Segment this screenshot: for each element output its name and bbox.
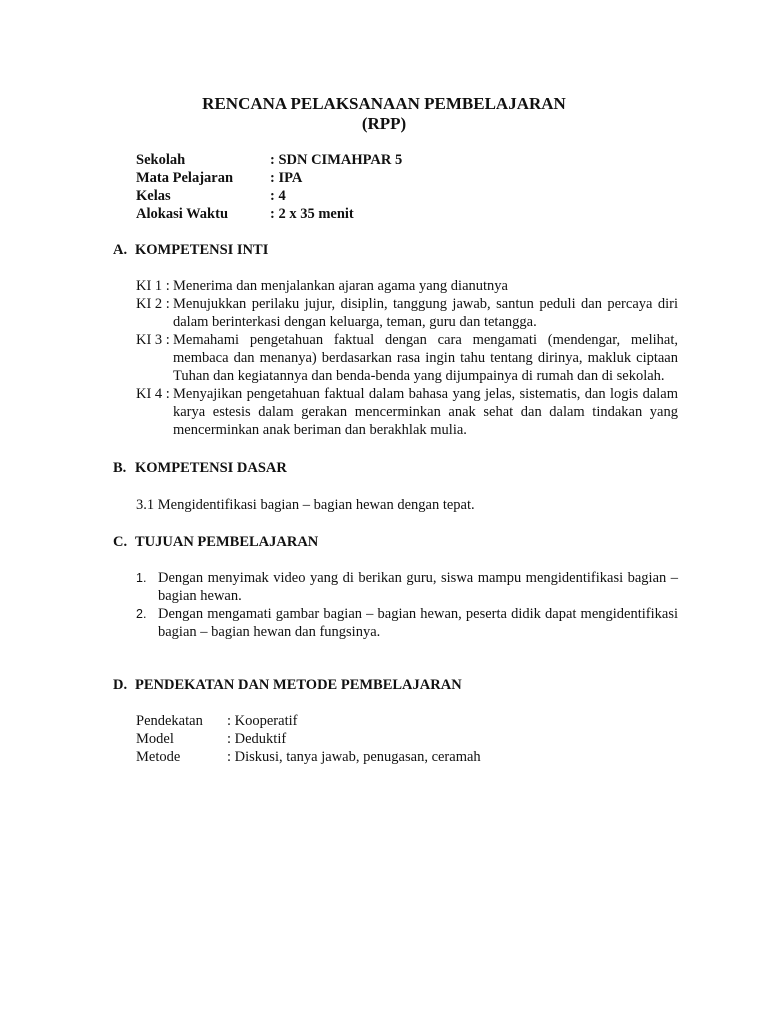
identity-row-mata-pelajaran xyxy=(136,169,636,187)
tujuan-number: 1. xyxy=(136,571,147,585)
identity-block xyxy=(136,151,636,223)
ki-label: KI 3 : xyxy=(136,332,170,348)
metode-row-model xyxy=(136,730,656,748)
metode-label: Metode xyxy=(136,749,181,765)
ki-item xyxy=(136,277,678,295)
identity-label: Sekolah xyxy=(136,152,186,168)
metode-row-metode xyxy=(136,748,656,766)
ki-label: KI 1 : xyxy=(136,278,170,294)
identity-value: : 2 x 35 menit xyxy=(270,206,354,222)
tujuan-item xyxy=(136,569,678,605)
ki-text: Menyajikan pengetahuan faktual dalam bahasa yang jelas, sistematis, dan logis dalam karya estesis dalam gerakan mencerminkan anak sehat dan dalam tindakan yang mencerminkan anak beriman dan berakhlak mulia. xyxy=(173,386,678,438)
metode-value: : Deduktif xyxy=(227,731,287,747)
section-letter: B. xyxy=(113,460,127,476)
ki-text: Memahami pengetahuan faktual dengan cara mengamati (mendengar, melihat, membaca dan menanya) berdasarkan rasa ingin tahu tentang dirinya, makluk ciptaan Tuhan dan kegiatannya dan benda-benda yang dijumpainya di rumah dan di sekolah. xyxy=(173,332,678,384)
section-letter: D. xyxy=(113,677,128,693)
tujuan-list xyxy=(136,569,678,641)
identity-label: Alokasi Waktu xyxy=(136,206,229,222)
document-title: RENCANA PELAKSANAAN PEMBELAJARAN xyxy=(202,94,566,113)
metode-value: : Kooperatif xyxy=(227,713,298,729)
metode-row-pendekatan xyxy=(136,712,656,730)
identity-label: Kelas xyxy=(136,188,171,204)
tujuan-text: Dengan mengamati gambar bagian – bagian hewan, peserta didik dapat mengidentifikasi bagian – bagian hewan dan fungsinya. xyxy=(158,606,678,640)
section-heading-pendekatan-metode xyxy=(113,676,462,694)
section-title: PENDEKATAN DAN METODE PEMBELAJARAN xyxy=(135,677,462,693)
section-letter: A. xyxy=(113,242,128,258)
section-heading-tujuan-pembelajaran xyxy=(113,533,318,551)
identity-row-kelas xyxy=(136,187,636,205)
metode-value: : Diskusi, tanya jawab, penugasan, ceramah xyxy=(227,749,481,765)
tujuan-number: 2. xyxy=(136,607,147,621)
section-heading-kompetensi-dasar xyxy=(113,459,287,477)
identity-value: : IPA xyxy=(270,170,303,186)
ki-text: Menerima dan menjalankan ajaran agama yang dianutnya xyxy=(173,278,508,294)
section-letter: C. xyxy=(113,534,128,550)
ki-item xyxy=(136,385,678,439)
metode-block xyxy=(136,712,656,766)
section-title: KOMPETENSI DASAR xyxy=(135,460,287,476)
ki-item xyxy=(136,295,678,331)
section-title: KOMPETENSI INTI xyxy=(135,242,269,258)
identity-row-sekolah xyxy=(136,151,636,169)
metode-label: Model xyxy=(136,731,174,747)
kompetensi-dasar-text: 3.1 Mengidentifikasi bagian – bagian hewan dengan tepat. xyxy=(136,497,475,513)
ki-label: KI 4 : xyxy=(136,386,170,402)
kompetensi-inti-list xyxy=(136,277,678,439)
tujuan-item xyxy=(136,605,678,641)
section-title: TUJUAN PEMBELAJARAN xyxy=(135,534,319,550)
ki-label: KI 2 : xyxy=(136,296,170,312)
document-subtitle: (RPP) xyxy=(361,114,407,133)
section-heading-kompetensi-inti xyxy=(113,241,268,259)
ki-text: Menujukkan perilaku jujur, disiplin, tanggung jawab, santun peduli dan percaya diri dalam berinterkasi dengan keluarga, teman, guru dan tetangga. xyxy=(173,296,678,330)
identity-value: : 4 xyxy=(270,188,286,204)
tujuan-text: Dengan menyimak video yang di berikan guru, siswa mampu mengidentifikasi bagian – bagian hewan. xyxy=(158,570,678,604)
ki-item xyxy=(136,331,678,385)
metode-label: Pendekatan xyxy=(136,713,203,729)
identity-value: : SDN CIMAHPAR 5 xyxy=(270,152,403,168)
identity-row-alokasi-waktu xyxy=(136,205,636,223)
identity-label: Mata Pelajaran xyxy=(136,170,234,186)
